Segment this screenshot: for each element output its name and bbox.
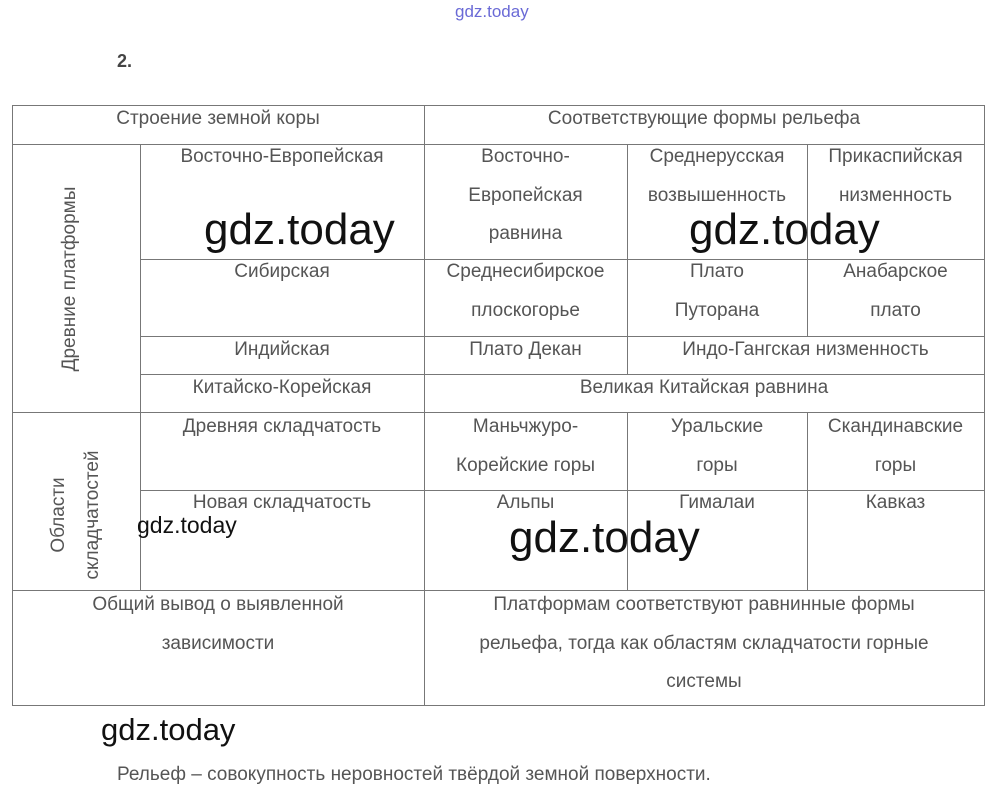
watermark: gdz.today — [204, 205, 395, 254]
relief-great-china-plain: Великая Китайская равнина — [579, 377, 829, 398]
relief-indo-gangetic-lowland: Индо-Гангская низменность — [682, 339, 929, 360]
structure-indian: Индийская — [234, 339, 330, 360]
watermark: gdz.today — [137, 512, 237, 538]
group-fold-areas-line1: Области — [48, 477, 69, 553]
relief-caspian-lowland: Прикаспийская низменность — [828, 146, 963, 206]
relief-scandinavian-mountains: Скандинавские горы — [827, 416, 964, 476]
group-fold-areas-line2: складчатостей — [82, 450, 103, 580]
relief-alps: Альпы — [496, 492, 555, 513]
relief-himalayas: Гималаи — [679, 492, 755, 513]
relief-putorana-plateau: Плато Путорана — [674, 261, 760, 321]
relief-east-european-plain: Восточно- Европейская равнина — [468, 146, 583, 244]
table-border-bottom — [12, 705, 984, 706]
conclusion-text: Платформам соответствуют равнинные формы рельефа, тогда как областям складчатости горные системы — [479, 594, 929, 692]
relief-caucasus: Кавказ — [865, 492, 926, 513]
structure-east-european: Восточно-Европейская — [180, 146, 384, 167]
footer-note: Рельеф – совокупность неровностей твёрдой земной поверхности. — [117, 764, 711, 785]
group-ancient-platforms: Древние платформы — [59, 186, 80, 372]
table-border-right — [984, 105, 985, 706]
relief-central-siberian-plateau: Среднесибирское плоскогорье — [446, 261, 605, 321]
relief-ural-mountains: Уральские горы — [670, 416, 764, 476]
watermark: gdz.today — [689, 205, 880, 254]
header-relief: Соответствующие формы рельефа — [547, 108, 861, 129]
structure-new-folding: Новая складчатость — [192, 492, 372, 513]
watermark: gdz.today — [509, 513, 700, 562]
relief-anabar-plateau: Анабарское плато — [843, 261, 948, 321]
relief-central-russian-upland: Среднерусская возвышенность — [647, 146, 787, 206]
structure-sino-korean: Китайско-Корейская — [192, 377, 372, 398]
task-number: 2. — [117, 51, 133, 71]
watermark: gdz.today — [101, 712, 236, 747]
header-structure: Строение земной коры — [116, 108, 320, 129]
relief-manchurian-korean-mountains: Маньчжуро- Корейские горы — [456, 416, 595, 476]
structure-siberian: Сибирская — [234, 261, 330, 282]
relief-deccan-plateau: Плато Декан — [469, 339, 582, 360]
structure-ancient-folding: Древняя складчатость — [182, 416, 382, 437]
conclusion-label: Общий вывод о выявленной зависимости — [92, 594, 344, 654]
watermark-top: gdz.today — [455, 2, 529, 21]
